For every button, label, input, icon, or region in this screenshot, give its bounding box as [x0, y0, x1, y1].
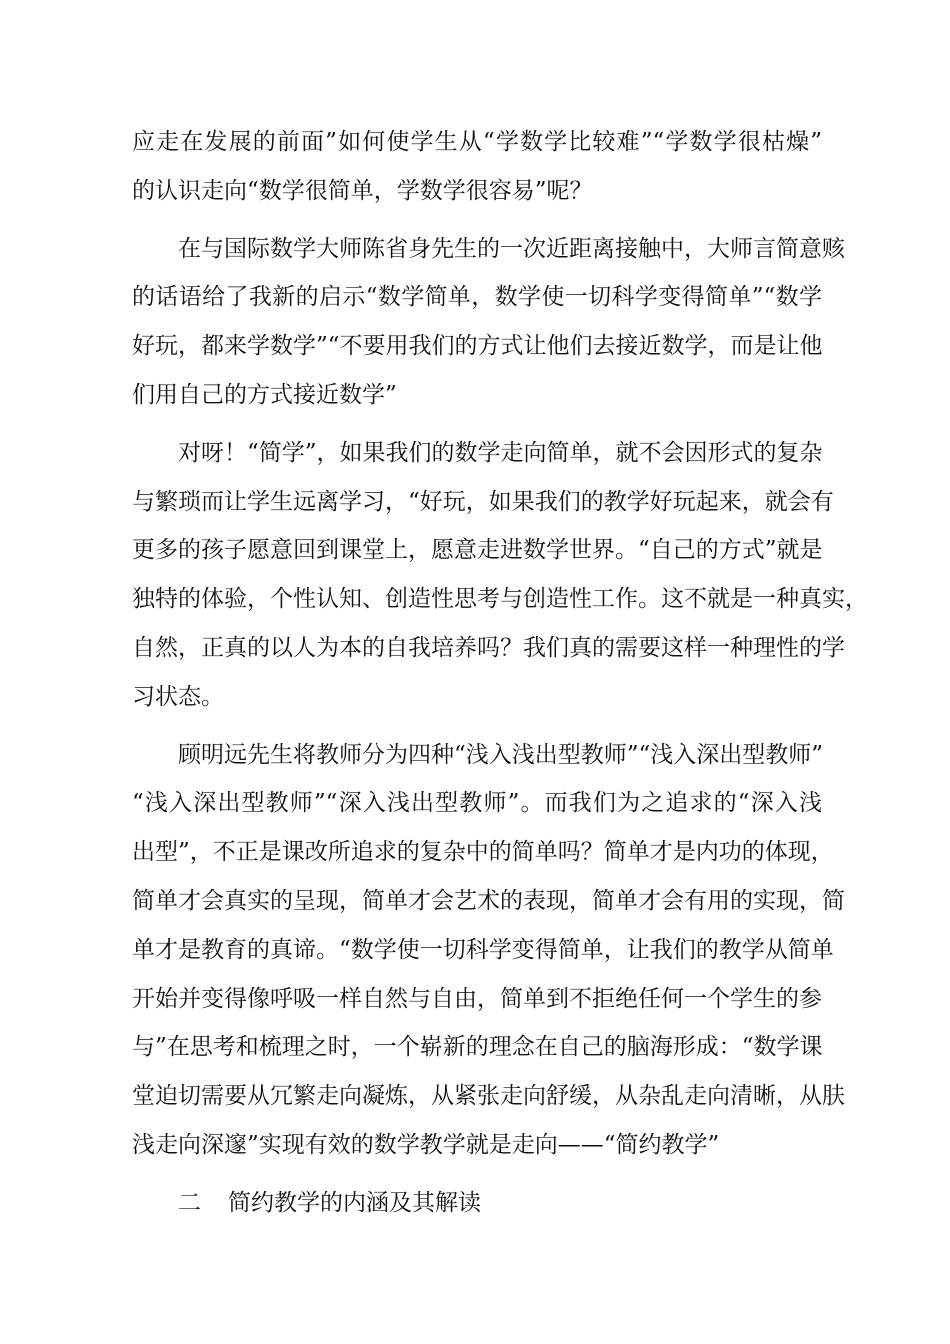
text-line: 好玩，都来学数学”“不要用我们的方式让他们去接近数学，而是让他 [132, 333, 823, 360]
text-line: 在与国际数学大师陈省身先生的一次近距离接触中，大师言简意赅 [132, 235, 845, 262]
text-line: 与繁琐而让学生远离学习，“好玩，如果我们的教学好玩起来，就会有 [132, 488, 834, 515]
text-line: 出型”，不正是课改所追求的复杂中的简单吗？简单才是内功的体现， [132, 839, 834, 866]
text-line: 与”在思考和梳理之时，一个崭新的理念在自己的脑海形成：“数学课 [132, 1034, 823, 1061]
text-line: 对呀！“简学”，如果我们的数学走向简单，就不会因形式的复杂 [132, 439, 823, 466]
text-line: 自然，正真的以人为本的自我培养吗？我们真的需要这样一种理性的学 [132, 634, 845, 661]
text-line: 的话语给了我新的启示“数学简单，数学使一切科学变得简单”“数学 [132, 284, 822, 311]
paragraph-4 [132, 731, 845, 1170]
text-line: 更多的孩子愿意回到课堂上，愿意走进数学世界。“自己的方式”就是 [132, 537, 823, 564]
text-line: 习状态。 [132, 683, 224, 710]
text-line: 单才是教育的真谛。“数学使一切科学变得简单，让我们的教学从简单 [132, 936, 834, 963]
text-line: 们用自己的方式接近数学” [132, 381, 397, 408]
text-line: 堂迫切需要从冗繁走向凝炼，从紧张走向舒缓，从杂乱走向清晰，从肤 [132, 1083, 845, 1110]
heading-number: 二 [178, 1189, 201, 1216]
section-heading [132, 1179, 822, 1228]
paragraph-3 [132, 429, 868, 722]
text-line: 独特的体验，个性认知、创造性思考与创造性工作。这不就是一种真实， [132, 586, 868, 613]
heading-title: 简约教学的内涵及其解读 [228, 1189, 481, 1216]
paragraph-1 [132, 118, 822, 216]
text-line: 应走在发展的前面”如何使学生从“学数学比较难”“学数学很枯燥” [132, 129, 822, 155]
text-line: 浅走向深邃”实现有效的数学教学就是走向——“简约教学” [132, 1131, 720, 1158]
heading-line [132, 1179, 822, 1228]
text-line: 简单才会真实的呈现，简单才会艺术的表现，简单才会有用的实现，简 [132, 887, 845, 914]
text-line: 顾明远先生将教师分为四种“浅入浅出型教师”“浅入深出型教师” [132, 741, 824, 768]
body-text [132, 118, 868, 1237]
text-line: “浅入深出型教师”“深入浅出型教师”。而我们为之追求的“深入浅 [132, 790, 822, 817]
paragraph-2 [132, 225, 845, 420]
text-line: 的认识走向“数学很简单，学数学很容易”呢？ [132, 177, 593, 204]
text-line: 开始并变得像呼吸一样自然与自由，简单到不拒绝任何一个学生的参 [132, 985, 822, 1012]
